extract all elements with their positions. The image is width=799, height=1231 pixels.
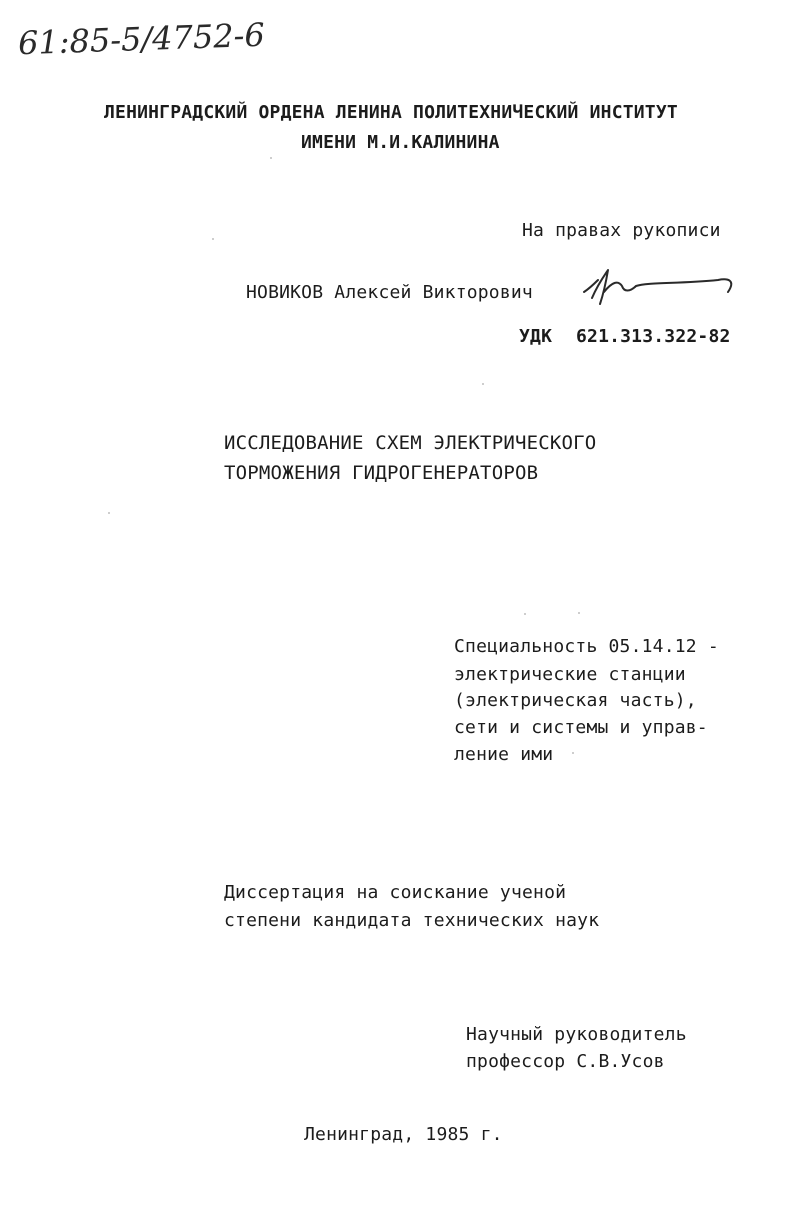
author-name: НОВИКОВ Алексей Викторович <box>246 282 533 303</box>
scan-speck <box>270 157 272 159</box>
scan-speck <box>108 512 110 514</box>
institute-line-2: ИМЕНИ М.И.КАЛИНИНА <box>301 132 500 153</box>
scan-speck <box>578 612 580 614</box>
manuscript-rights: На правах рукописи <box>522 220 721 241</box>
specialty-line-4: сети и системы и управ- <box>454 717 708 738</box>
city-year: Ленинград, 1985 г. <box>304 1124 503 1145</box>
author-signature <box>578 262 758 312</box>
dissertation-line-2: степени кандидата технических наук <box>224 910 600 931</box>
specialty-line-5: ление ими <box>454 744 554 765</box>
specialty-line-2: электрические станции <box>454 664 686 685</box>
udk-label: УДК <box>519 326 553 347</box>
scan-speck <box>482 383 484 385</box>
supervisor-line-2: профессор С.В.Усов <box>466 1051 665 1072</box>
institute-line-1: ЛЕНИНГРАДСКИЙ ОРДЕНА ЛЕНИНА ПОЛИТЕХНИЧЕСКИЙ ИНСТИТУТ <box>104 102 678 123</box>
specialty-line-3: (электрическая часть), <box>454 690 697 711</box>
archive-mark-handwritten: 61:85-5/4752-6 <box>17 15 266 63</box>
thesis-title-line-1: ИССЛЕДОВАНИЕ СХЕМ ЭЛЕКТРИЧЕСКОГО <box>224 432 597 454</box>
scan-speck <box>572 752 574 754</box>
scan-speck <box>524 613 526 615</box>
specialty-line-1: Специальность 05.14.12 - <box>454 636 719 657</box>
scan-speck <box>212 238 214 240</box>
udk-code: 621.313.322-82 <box>576 326 731 347</box>
supervisor-line-1: Научный руководитель <box>466 1024 687 1045</box>
thesis-title-line-2: ТОРМОЖЕНИЯ ГИДРОГЕНЕРАТОРОВ <box>224 462 539 484</box>
dissertation-line-1: Диссертация на соискание ученой <box>224 882 567 903</box>
